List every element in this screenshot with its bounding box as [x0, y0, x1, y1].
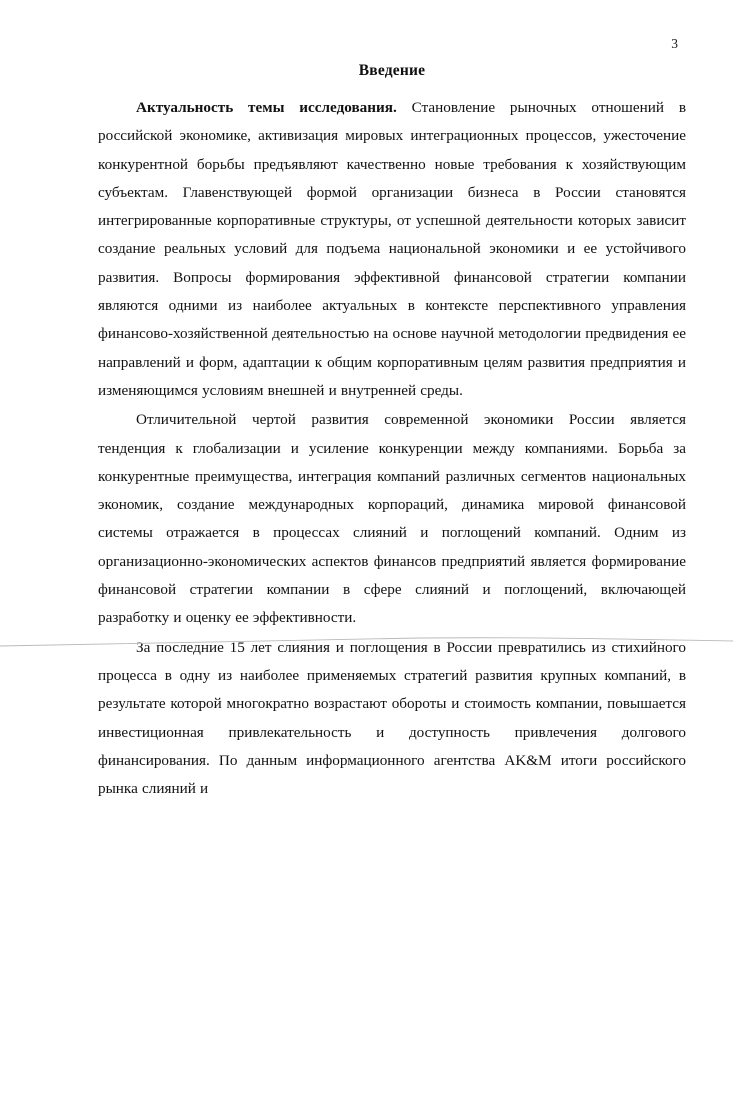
page-number: 3 — [671, 36, 678, 51]
paragraph-1 — [98, 94, 686, 405]
paragraph-1-lead: Актуальность темы исследования. — [136, 99, 397, 116]
paragraph-1-text: Становление рыночных отношений в российской экономике, активизация мировых интеграционных процессов, ужесточение конкурентной борьбы предъявляют качественно новые требования к хозяйствующим субъектам. Главенствующей формой организации бизнеса в России становятся интегрированные корпоративные структуры, от успешной деятельности которых зависит создание реальных условий для подъема национальной экономики и ее устойчивого развития. Вопросы формирования эффективной финансовой стратегии компании являются одними из наиболее актуальных в контексте перспективного управления финансово-хозяйственной деятельностью на основе научной методологии предвидения ее направлений и форм, адаптации к общим корпоративным целям развития предприятия и изменяющимся условиям внешней и внутренней среды. — [98, 99, 686, 399]
page-content — [98, 62, 686, 804]
page-title: Введение — [358, 62, 426, 79]
paragraph-3-text: За последние 15 лет слияния и поглощения в России превратились из стихийного процесса в одну из наиболее применяемых стратегий развития крупных компаний, в результате которой многократно возрастают обороты и стоимость компании, повышается инвестиционная привлекательность и доступность привлечения долгового финансирования. По данным информационного агентства AK&M итоги российского рынка слияний и — [98, 638, 686, 798]
paragraph-2 — [98, 406, 686, 632]
paragraph-3 — [98, 634, 686, 804]
paragraph-2-text: Отличительной чертой развития современной экономики России является тенденция к глобализации и усиление конкуренции между компаниями. Борьба за конкурентные преимущества, интеграция компаний различных сегментов национальных экономик, создание международных корпораций, динамика мировой финансовой системы отражается в процессах слияний и поглощений компаний. Одним из организационно-экономических аспектов финансов предприятий является формирование финансовой стратегии компании в сфере слияний и поглощений, включающей разработку и оценку ее эффективности. — [98, 411, 686, 627]
